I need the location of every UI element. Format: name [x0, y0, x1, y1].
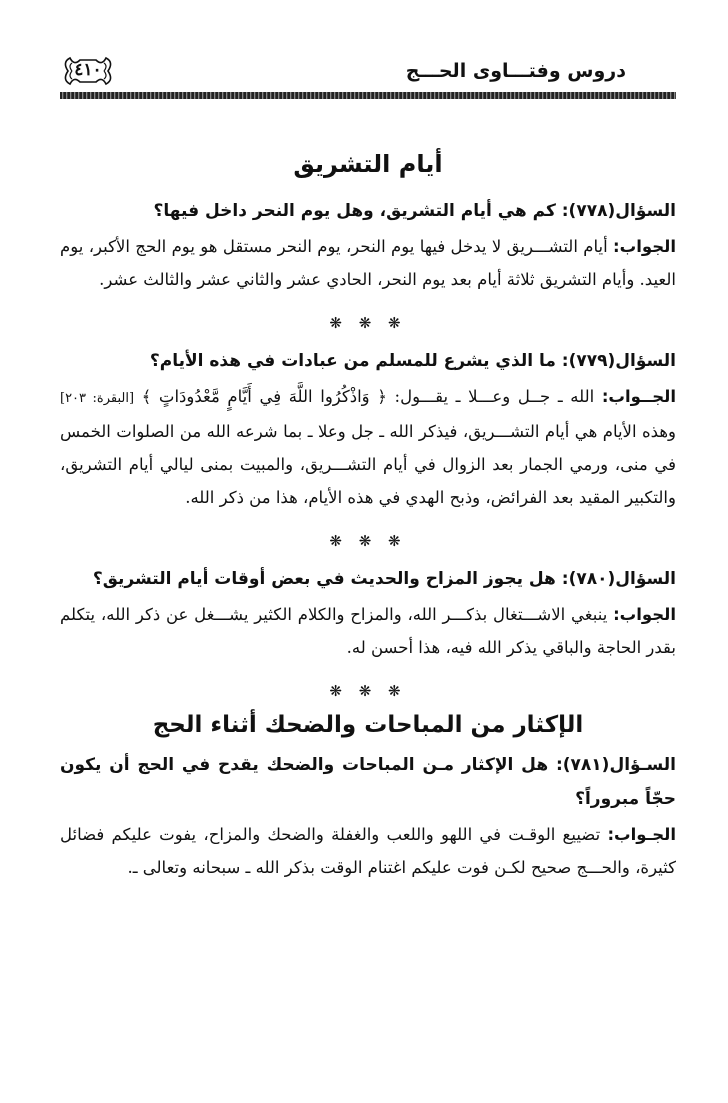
page-number-ornament — [60, 52, 116, 90]
answer-text: تضييع الوقـت في اللهو واللعب والغفلة والضحك والمزاح، يفوت عليكم فضائل كثيرة، والحـــج صحيح لكـن فوت عليكم اغتنام الوقت بذكر الله ـ سبحانه وتعالى ـ. — [60, 825, 676, 877]
answer — [60, 818, 676, 884]
page-body — [60, 150, 676, 884]
quran-reference: [البقرة: ٢٠٣] — [60, 391, 135, 406]
answer-text: الله ـ جــل وعـــلا ـ يقـــول: ﴿ وَاذْكُرُوا اللَّهَ فِي أَيَّامٍ مَّعْدُودَاتٍ ﴾ — [141, 387, 595, 406]
separator: ❋ ❋ ❋ — [329, 532, 407, 550]
section-title: الإكثار من المباحات والضحك أثناء الحج — [152, 712, 584, 738]
separator: ❋ ❋ ❋ — [329, 682, 407, 700]
answer-lead: الجواب: — [613, 237, 676, 256]
answer-lead: الجـواب: — [607, 825, 676, 844]
answer — [60, 380, 676, 514]
page-header — [60, 52, 676, 98]
answer-text: وهذه الأيام هي أيام التشـــريق، فيذكر الله ـ جل وعلا ـ بما شرعه الله من الصلوات الخمس في منى، ورمي الجمار بعد الزوال في أيام التشـــريق، والمبيت بمنى ليالي أيام التشريق، والتكبير المقيد بعد الفرائض، وذبح الهدي في هذه الأيام، هذا من ذكر الله. — [60, 422, 676, 507]
question: السؤال(٧٨٠): هل يجوز المزاح والحديث في بعض أوقات أيام التشريق؟ — [92, 569, 676, 589]
question: السـؤال(٧٨١): هل الإكثار مـن المباحات والضحك يقدح في الحج أن يكون حجّاً مبروراً؟ — [60, 755, 676, 809]
page-number: ٤١٠ — [74, 60, 102, 80]
header-divider — [60, 92, 676, 99]
answer-text: أيام التشـــريق لا يدخل فيها يوم النحر، يوم النحر مستقل هو يوم الحج الأكبر، يوم العيد. وأيام التشريق ثلاثة أيام بعد يوم النحر، الحادي عشر والثاني عشر والثالث عشر. — [60, 237, 676, 289]
question: السؤال(٧٧٩): ما الذي يشرع للمسلم من عبادات في هذه الأيام؟ — [149, 351, 676, 371]
answer — [60, 598, 676, 664]
section-title: أيام التشريق — [293, 150, 443, 178]
answer-text: ينبغي الاشـــتغال بذكـــر الله، والمزاح والكلام الكثير يشـــغل عن ذكر الله، يتكلم بقدر الحاجة والباقي يذكر الله فيه، هذا أحسن له. — [60, 605, 676, 657]
question: السؤال(٧٧٨): كم هي أيام التشريق، وهل يوم النحر داخل فيها؟ — [153, 201, 676, 221]
answer-lead: الجواب: — [613, 605, 677, 624]
book-title: دروس وفتـــاوى الحـــج — [405, 60, 626, 82]
separator: ❋ ❋ ❋ — [329, 314, 407, 332]
answer — [60, 230, 676, 296]
answer-lead: الجــواب: — [601, 387, 677, 406]
